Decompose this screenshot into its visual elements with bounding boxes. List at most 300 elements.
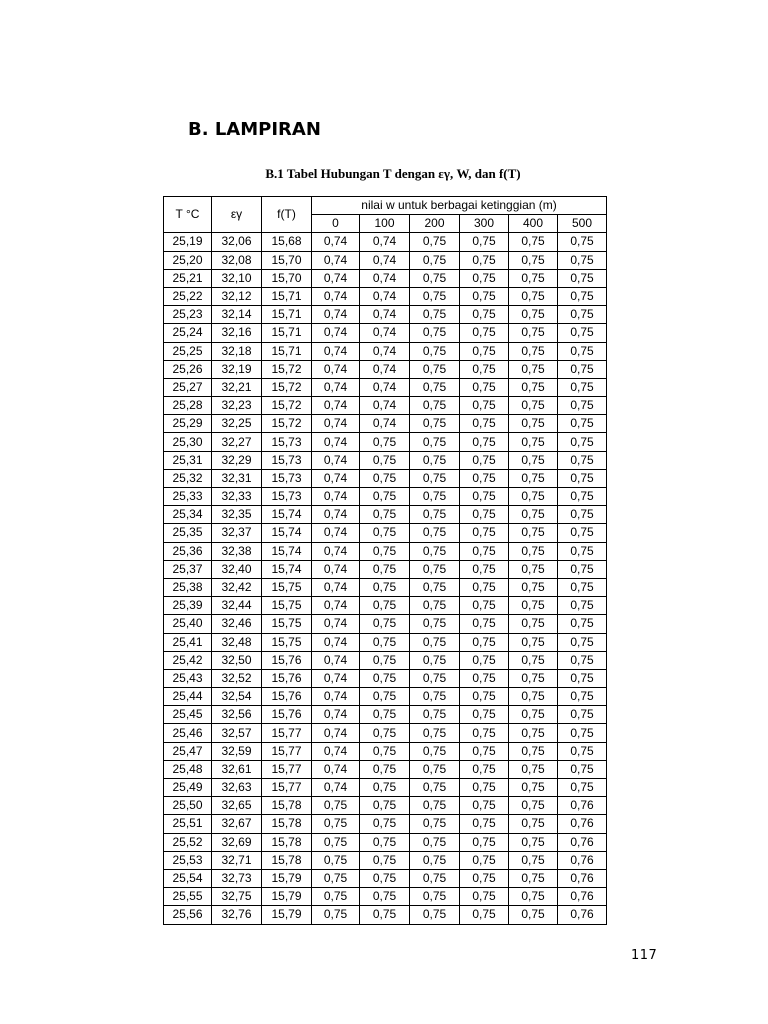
table-cell: 0,75 [360, 724, 410, 742]
table-row [164, 833, 607, 851]
table-cell: 15,70 [262, 251, 312, 269]
table-cell: 32,69 [212, 833, 262, 851]
table-row [164, 779, 607, 797]
table-cell: 0,75 [360, 651, 410, 669]
table-cell: 0,74 [312, 324, 360, 342]
table-cell: 0,75 [558, 669, 607, 687]
table-cell: 15,77 [262, 724, 312, 742]
table-cell: 0,76 [558, 797, 607, 815]
table-cell: 0,75 [410, 888, 460, 906]
table-cell: 0,75 [509, 560, 558, 578]
table-cell: 25,25 [164, 342, 212, 360]
table-cell: 15,78 [262, 815, 312, 833]
table-cell: 0,75 [558, 651, 607, 669]
table-row [164, 287, 607, 305]
section-heading: B. LAMPIRAN [188, 119, 321, 140]
table-cell: 0,74 [312, 633, 360, 651]
table-cell: 0,75 [509, 415, 558, 433]
table-cell: 0,75 [360, 506, 410, 524]
table-cell: 0,74 [312, 506, 360, 524]
table-cell: 0,74 [312, 578, 360, 596]
table-cell: 25,51 [164, 815, 212, 833]
table-cell: 0,75 [509, 633, 558, 651]
table-cell: 0,75 [509, 524, 558, 542]
header-height: 100 [360, 215, 410, 233]
table-cell: 0,75 [509, 360, 558, 378]
table-cell: 0,75 [410, 433, 460, 451]
table-cell: 15,73 [262, 433, 312, 451]
table-cell: 0,75 [558, 524, 607, 542]
table-cell: 0,75 [558, 542, 607, 560]
table-row [164, 797, 607, 815]
table-row [164, 578, 607, 596]
table-cell: 0,74 [312, 269, 360, 287]
page-number: 117 [631, 948, 658, 963]
table-cell: 25,21 [164, 269, 212, 287]
table-cell: 0,75 [460, 779, 509, 797]
table-cell: 0,75 [360, 760, 410, 778]
table-cell: 0,75 [509, 488, 558, 506]
table-cell: 0,75 [410, 378, 460, 396]
table-cell: 0,75 [360, 524, 410, 542]
table-cell: 0,75 [312, 833, 360, 851]
header-ft: f(T) [262, 197, 312, 233]
table-cell: 0,75 [558, 378, 607, 396]
table-cell: 0,75 [360, 869, 410, 887]
table-cell: 0,74 [312, 542, 360, 560]
table-cell: 32,65 [212, 797, 262, 815]
table-cell: 0,75 [460, 724, 509, 742]
table-cell: 0,75 [509, 378, 558, 396]
header-height: 500 [558, 215, 607, 233]
table-row [164, 597, 607, 615]
table-cell: 15,71 [262, 324, 312, 342]
table-cell: 32,18 [212, 342, 262, 360]
table-cell: 0,75 [460, 578, 509, 596]
table-cell: 0,74 [360, 287, 410, 305]
table-cell: 0,75 [509, 469, 558, 487]
table-cell: 15,75 [262, 597, 312, 615]
table-cell: 15,72 [262, 378, 312, 396]
table-cell: 0,75 [509, 742, 558, 760]
table-cell: 0,75 [410, 506, 460, 524]
table-row [164, 906, 607, 924]
table-cell: 32,63 [212, 779, 262, 797]
table-cell: 0,75 [460, 888, 509, 906]
table-cell: 25,23 [164, 306, 212, 324]
table-cell: 0,75 [460, 251, 509, 269]
table-cell: 0,74 [360, 233, 410, 251]
table-cell: 0,75 [312, 888, 360, 906]
table-cell: 0,75 [558, 415, 607, 433]
table-cell: 0,75 [410, 233, 460, 251]
table-row [164, 451, 607, 469]
table-cell: 25,35 [164, 524, 212, 542]
table-cell: 0,75 [558, 360, 607, 378]
table-cell: 0,75 [509, 342, 558, 360]
table-cell: 0,76 [558, 888, 607, 906]
table-cell: 32,42 [212, 578, 262, 596]
table-cell: 0,74 [312, 560, 360, 578]
table-cell: 0,76 [558, 833, 607, 851]
table-cell: 32,67 [212, 815, 262, 833]
table-cell: 0,75 [558, 451, 607, 469]
table-cell: 0,75 [558, 633, 607, 651]
table-cell: 15,71 [262, 342, 312, 360]
table-row [164, 324, 607, 342]
table-cell: 0,75 [460, 815, 509, 833]
table-row [164, 233, 607, 251]
table-cell: 25,47 [164, 742, 212, 760]
table-cell: 32,27 [212, 433, 262, 451]
table-cell: 0,75 [460, 597, 509, 615]
table-cell: 15,73 [262, 469, 312, 487]
table-cell: 0,75 [509, 506, 558, 524]
table-cell: 0,75 [410, 360, 460, 378]
table-cell: 0,75 [410, 724, 460, 742]
table-row [164, 760, 607, 778]
table-cell: 0,75 [460, 524, 509, 542]
table-cell: 25,40 [164, 615, 212, 633]
table-cell: 0,75 [509, 233, 558, 251]
table-cell: 32,31 [212, 469, 262, 487]
table-row [164, 888, 607, 906]
table-cell: 15,78 [262, 833, 312, 851]
table-cell: 0,75 [509, 615, 558, 633]
table-cell: 0,75 [460, 469, 509, 487]
table-cell: 0,75 [410, 869, 460, 887]
table-cell: 0,75 [410, 815, 460, 833]
table-cell: 32,46 [212, 615, 262, 633]
table-cell: 25,44 [164, 688, 212, 706]
table-cell: 15,71 [262, 306, 312, 324]
table-row [164, 342, 607, 360]
table-cell: 32,23 [212, 397, 262, 415]
table-cell: 0,75 [558, 469, 607, 487]
table-cell: 0,75 [312, 815, 360, 833]
table-cell: 0,75 [312, 869, 360, 887]
table-cell: 0,74 [312, 706, 360, 724]
table-cell: 25,28 [164, 397, 212, 415]
table-cell: 0,75 [410, 742, 460, 760]
header-temperature: T °C [164, 197, 212, 233]
table-cell: 32,59 [212, 742, 262, 760]
table-cell: 0,75 [509, 724, 558, 742]
table-cell: 25,52 [164, 833, 212, 851]
table-cell: 0,75 [410, 342, 460, 360]
table-cell: 0,75 [509, 851, 558, 869]
table-cell: 32,35 [212, 506, 262, 524]
table-cell: 32,57 [212, 724, 262, 742]
table-cell: 32,08 [212, 251, 262, 269]
table-cell: 0,75 [509, 269, 558, 287]
table-cell: 25,31 [164, 451, 212, 469]
table-cell: 0,75 [460, 869, 509, 887]
header-height: 300 [460, 215, 509, 233]
table-cell: 0,76 [558, 869, 607, 887]
table-cell: 0,75 [460, 906, 509, 924]
table-cell: 15,70 [262, 269, 312, 287]
table-cell: 25,45 [164, 706, 212, 724]
table-caption: B.1 Tabel Hubungan T dengan εγ, W, dan f(T) [265, 166, 521, 181]
table-cell: 0,75 [460, 342, 509, 360]
table-cell: 0,75 [360, 469, 410, 487]
table-header [164, 197, 607, 233]
table-cell: 0,75 [360, 851, 410, 869]
table-cell: 15,77 [262, 760, 312, 778]
table-row [164, 397, 607, 415]
table-cell: 25,42 [164, 651, 212, 669]
table-cell: 32,61 [212, 760, 262, 778]
table-cell: 32,25 [212, 415, 262, 433]
table-cell: 25,39 [164, 597, 212, 615]
table-cell: 0,75 [312, 906, 360, 924]
table-cell: 0,75 [460, 633, 509, 651]
table-cell: 0,75 [460, 488, 509, 506]
table-cell: 0,75 [410, 906, 460, 924]
table-cell: 0,75 [360, 615, 410, 633]
table-cell: 0,75 [360, 542, 410, 560]
table-cell: 15,78 [262, 851, 312, 869]
table-cell: 0,75 [460, 433, 509, 451]
table-row [164, 560, 607, 578]
table-cell: 15,72 [262, 415, 312, 433]
table-cell: 32,50 [212, 651, 262, 669]
table-cell: 25,48 [164, 760, 212, 778]
table-cell: 0,75 [410, 760, 460, 778]
table-cell: 15,76 [262, 651, 312, 669]
table-cell: 25,56 [164, 906, 212, 924]
table-cell: 0,74 [312, 760, 360, 778]
table-cell: 32,16 [212, 324, 262, 342]
table-cell: 0,74 [312, 724, 360, 742]
table-cell: 0,75 [360, 633, 410, 651]
table-cell: 0,74 [312, 524, 360, 542]
table-cell: 0,74 [312, 669, 360, 687]
table-cell: 15,74 [262, 524, 312, 542]
table-cell: 0,75 [410, 469, 460, 487]
table-cell: 25,38 [164, 578, 212, 596]
table-cell: 0,75 [460, 324, 509, 342]
table-cell: 25,22 [164, 287, 212, 305]
table-row [164, 633, 607, 651]
table-cell: 32,75 [212, 888, 262, 906]
table-cell: 0,75 [509, 433, 558, 451]
table-cell: 15,74 [262, 560, 312, 578]
table-cell: 0,75 [410, 633, 460, 651]
table-cell: 32,21 [212, 378, 262, 396]
table-cell: 0,75 [410, 669, 460, 687]
table-row [164, 815, 607, 833]
table-cell: 0,75 [460, 560, 509, 578]
table-cell: 15,68 [262, 233, 312, 251]
table-cell: 0,75 [509, 651, 558, 669]
table-cell: 0,76 [558, 851, 607, 869]
table-cell: 0,75 [360, 451, 410, 469]
table-cell: 0,75 [460, 415, 509, 433]
table-cell: 15,79 [262, 888, 312, 906]
table-cell: 0,74 [360, 251, 410, 269]
table-cell: 0,75 [558, 488, 607, 506]
table-cell: 0,75 [558, 615, 607, 633]
table-cell: 0,75 [558, 688, 607, 706]
table-cell: 0,75 [410, 833, 460, 851]
table-row [164, 415, 607, 433]
table-cell: 0,75 [558, 342, 607, 360]
table-cell: 32,76 [212, 906, 262, 924]
table-cell: 0,75 [410, 251, 460, 269]
table-cell: 0,75 [460, 706, 509, 724]
table-cell: 0,75 [460, 742, 509, 760]
table-row [164, 488, 607, 506]
table-cell: 32,29 [212, 451, 262, 469]
table-row [164, 651, 607, 669]
table-row [164, 669, 607, 687]
table-cell: 0,75 [410, 578, 460, 596]
table-row [164, 469, 607, 487]
table-cell: 0,74 [360, 306, 410, 324]
table-cell: 0,75 [509, 869, 558, 887]
table-cell: 0,75 [460, 451, 509, 469]
table-cell: 0,74 [360, 342, 410, 360]
table-cell: 25,20 [164, 251, 212, 269]
table-row [164, 360, 607, 378]
table-cell: 0,74 [312, 342, 360, 360]
table-cell: 0,74 [312, 360, 360, 378]
table-cell: 32,06 [212, 233, 262, 251]
table-cell: 0,75 [558, 597, 607, 615]
table-cell: 0,74 [312, 451, 360, 469]
header-height: 200 [410, 215, 460, 233]
table-cell: 0,75 [509, 542, 558, 560]
table-cell: 15,73 [262, 451, 312, 469]
table-cell: 0,75 [410, 560, 460, 578]
table-cell: 32,40 [212, 560, 262, 578]
table-cell: 0,75 [410, 269, 460, 287]
table-cell: 15,73 [262, 488, 312, 506]
table-cell: 0,75 [360, 742, 410, 760]
table-cell: 15,78 [262, 797, 312, 815]
table-cell: 32,37 [212, 524, 262, 542]
table-cell: 0,74 [312, 651, 360, 669]
table-cell: 0,75 [360, 706, 410, 724]
table-cell: 15,74 [262, 506, 312, 524]
table-row [164, 306, 607, 324]
table-cell: 32,71 [212, 851, 262, 869]
table-cell: 0,75 [460, 760, 509, 778]
table-cell: 0,74 [312, 779, 360, 797]
table-cell: 0,75 [410, 797, 460, 815]
table-cell: 0,75 [360, 833, 410, 851]
table-cell: 15,77 [262, 742, 312, 760]
table-cell: 25,33 [164, 488, 212, 506]
table-cell: 0,75 [509, 888, 558, 906]
table-cell: 0,76 [558, 906, 607, 924]
table-cell: 25,54 [164, 869, 212, 887]
table-cell: 0,75 [410, 706, 460, 724]
table-cell: 25,30 [164, 433, 212, 451]
table-cell: 0,75 [509, 706, 558, 724]
table-cell: 15,75 [262, 633, 312, 651]
table-cell: 25,55 [164, 888, 212, 906]
table-cell: 0,74 [360, 269, 410, 287]
table-cell: 0,75 [509, 578, 558, 596]
table-cell: 0,75 [410, 488, 460, 506]
table-cell: 15,71 [262, 287, 312, 305]
table-cell: 0,75 [410, 597, 460, 615]
table-cell: 0,75 [558, 742, 607, 760]
table-cell: 0,75 [558, 779, 607, 797]
table-cell: 15,72 [262, 360, 312, 378]
table-row [164, 615, 607, 633]
header-height: 400 [509, 215, 558, 233]
table-cell: 32,14 [212, 306, 262, 324]
table-row [164, 269, 607, 287]
table-cell: 32,48 [212, 633, 262, 651]
table-cell: 25,19 [164, 233, 212, 251]
table-cell: 0,75 [460, 688, 509, 706]
table-cell: 0,74 [312, 433, 360, 451]
table-cell: 0,74 [312, 597, 360, 615]
table-cell: 25,27 [164, 378, 212, 396]
table-cell: 25,41 [164, 633, 212, 651]
table-cell: 32,52 [212, 669, 262, 687]
table-cell: 0,75 [558, 233, 607, 251]
table-cell: 0,74 [312, 469, 360, 487]
table-cell: 0,74 [360, 360, 410, 378]
table-cell: 0,75 [509, 688, 558, 706]
table-cell: 0,75 [460, 269, 509, 287]
table-cell: 0,75 [460, 615, 509, 633]
table-cell: 0,75 [558, 506, 607, 524]
table-cell: 15,79 [262, 869, 312, 887]
table-cell: 32,56 [212, 706, 262, 724]
table-cell: 0,74 [312, 415, 360, 433]
header-epsilon-gamma: εγ [212, 197, 262, 233]
table-cell: 0,74 [312, 306, 360, 324]
table-cell: 0,74 [312, 615, 360, 633]
table-cell: 32,33 [212, 488, 262, 506]
table-cell: 0,75 [509, 779, 558, 797]
table-row [164, 688, 607, 706]
table-cell: 0,75 [360, 433, 410, 451]
table-cell: 15,75 [262, 578, 312, 596]
table-cell: 0,75 [460, 233, 509, 251]
table-cell: 15,77 [262, 779, 312, 797]
table-cell: 32,19 [212, 360, 262, 378]
table-cell: 25,43 [164, 669, 212, 687]
table-cell: 0,75 [509, 306, 558, 324]
table-cell: 0,75 [460, 378, 509, 396]
table-cell: 0,75 [410, 851, 460, 869]
table-cell: 0,75 [460, 542, 509, 560]
table-cell: 0,75 [410, 542, 460, 560]
table-cell: 0,74 [360, 324, 410, 342]
table-cell: 0,75 [558, 324, 607, 342]
table-cell: 0,75 [460, 360, 509, 378]
data-table [163, 196, 607, 925]
table-cell: 0,76 [558, 815, 607, 833]
table-cell: 0,75 [509, 833, 558, 851]
table-cell: 0,75 [410, 306, 460, 324]
table-cell: 0,75 [558, 251, 607, 269]
table-cell: 0,75 [509, 251, 558, 269]
table-row [164, 869, 607, 887]
table-cell: 0,74 [312, 688, 360, 706]
table-cell: 0,75 [410, 324, 460, 342]
table-cell: 0,75 [509, 906, 558, 924]
table-cell: 0,75 [410, 524, 460, 542]
